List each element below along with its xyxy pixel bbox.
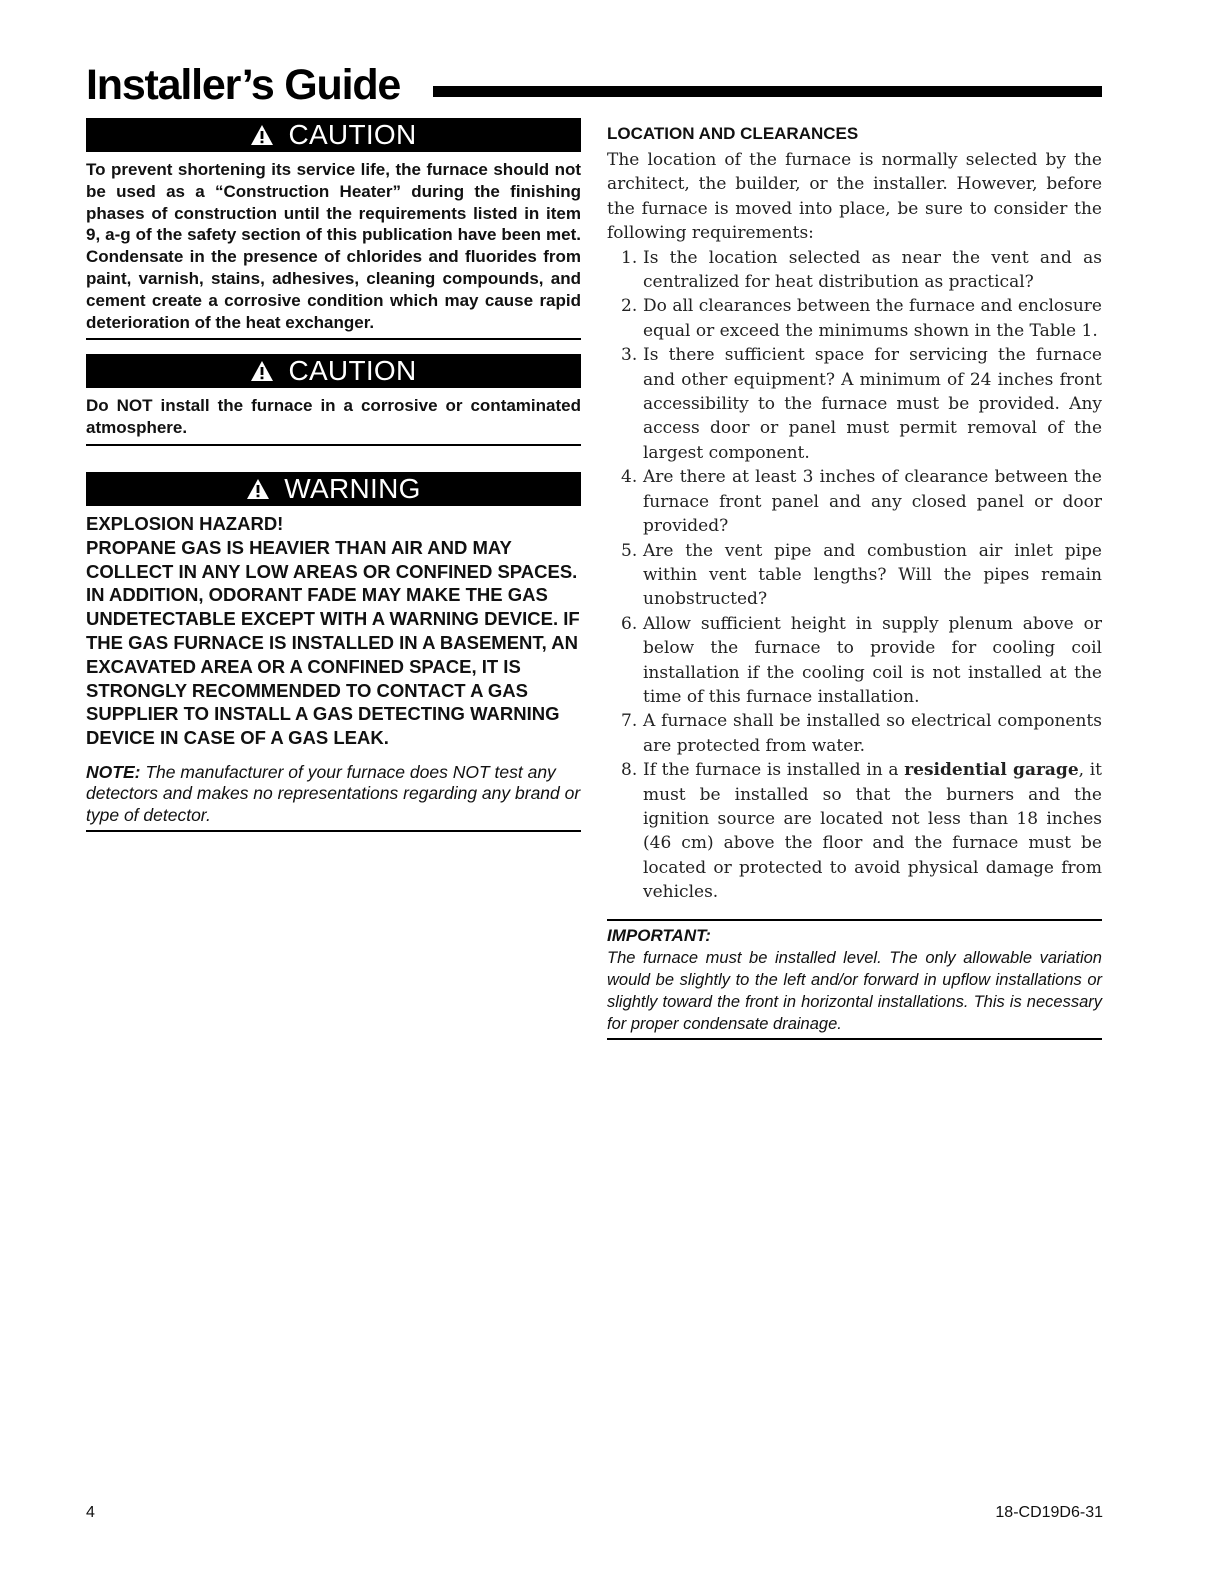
item-number: 7. [621, 711, 638, 732]
page-header [86, 60, 1102, 110]
item-text: Is the location selected as near the vent and as centralized for heat distribution as practical? [643, 247, 1102, 293]
caution-box-2 [86, 354, 581, 446]
list-item [607, 343, 1102, 465]
section-title: LOCATION AND CLEARANCES [607, 124, 859, 143]
warning-text: PROPANE GAS IS HEAVIER THAN AIR AND MAY COLLECT IN ANY LOW AREAS OR CONFINED SPACES. IN ADDITION, ODORANT FADE MAY MAKE THE GAS UNDETECTABLE EXCEPT WITH A WARNING DEVICE. IF THE GAS FURNACE IS INSTALLED IN A BASEMENT, AN EXCAVATED AREA OR A CONFINED SPACE, IT IS STRONGLY RECOMMENDED TO CONTACT A GAS SUPPLIER TO INSTALL A GAS DETECTING WARNING DEVICE IN CASE OF A GAS LEAK. [86, 536, 580, 749]
list-item [607, 465, 1102, 538]
item-text: Are the vent pipe and combustion air inlet pipe within vent table lengths? Will the pipes remain unobstructed? [643, 540, 1102, 610]
warning-triangle-icon [250, 360, 274, 382]
item-number: 4. [621, 467, 638, 488]
item-number: 2. [621, 296, 638, 317]
note [86, 762, 581, 833]
page-title: Installer’s Guide [86, 61, 401, 109]
caution-header [86, 118, 581, 152]
note-label: NOTE: [86, 761, 141, 782]
page-number: 4 [86, 1504, 95, 1521]
left-column [86, 118, 581, 846]
item-text: Is there sufficient space for servicing the furnace and other equipment? A minimum of 24 inches front accessibility to the furnace must be provided. Any access door or panel must permit removal of the largest component. [643, 345, 1102, 463]
list-item [607, 758, 1102, 904]
warning-triangle-icon [246, 478, 270, 500]
warning-box [86, 472, 581, 832]
caution-label: CAUTION [288, 119, 417, 150]
caution-label: CAUTION [288, 355, 417, 387]
item-number: 5. [621, 540, 638, 561]
list-item [607, 539, 1102, 612]
item-text-after: , it must be installed so that the burners and the ignition source are located not less than 18 inches (46 cm) above the floor and the furnace must be located or protected to avoid physical damage from vehicles. [643, 760, 1102, 903]
list-item [607, 709, 1102, 758]
important-label: IMPORTANT: [607, 925, 711, 945]
caution-text: Do NOT install the furnace in a corrosive or contaminated atmosphere. [86, 395, 581, 446]
item-number: 8. [621, 760, 638, 781]
caution-box-1 [86, 118, 581, 340]
intro-paragraph: The location of the furnace is normally selected by the architect, the builder, or the installer. However, before the furnace is moved into place, be sure to consider the following requirements: [607, 150, 1102, 244]
right-column [607, 124, 1102, 1040]
important-text: The furnace must be installed level. The only allowable variation would be slightly to the left and/or forward in upflow installations or slightly toward the front in horizontal installations. This is necessary for proper condensate drainage. [607, 948, 1102, 1033]
item-text: Do all clearances between the furnace and enclosure equal or exceed the minimums shown in the Table 1. [643, 296, 1102, 341]
warning-label: WARNING [284, 472, 421, 504]
item-text: A furnace shall be installed so electrical components are protected from water. [643, 711, 1102, 756]
item-text: Allow sufficient height in supply plenum above or below the furnace to provide for cooling coil installation if the cooling coil is not installed at the time of this furnace installation. [643, 613, 1102, 707]
item-number: 1. [621, 247, 638, 268]
caution-text: To prevent shortening its service life, the furnace should not be used as a “Construction Heater” during the finishing phases of construction until the requirements listed in item 9, a-g of the safety section of this publication have been met. Condensate in the presence of chlorides and fluorides from paint, varnish, stains, adhesives, cleaning compounds, and cement create a corrosive condition which may cause rapid deterioration of the heat exchanger. [86, 159, 581, 340]
important-box [607, 919, 1102, 1040]
list-item [607, 294, 1102, 343]
note-text: The manufacturer of your furnace does NOT test any detectors and makes no representations regarding any brand or type of detector. [86, 761, 581, 825]
warning-triangle-icon [250, 124, 274, 146]
document-id: 18-CD19D6-31 [995, 1504, 1103, 1521]
list-item [607, 246, 1102, 295]
warning-heading: EXPLOSION HAZARD! [86, 512, 284, 534]
warning-header [86, 472, 581, 506]
caution-header [86, 354, 581, 388]
item-text-bold: residential garage [904, 760, 1079, 781]
requirements-list [607, 246, 1102, 905]
item-text-before: If the furnace is installed in a [643, 760, 905, 781]
item-number: 3. [621, 345, 638, 366]
item-text: Are there at least 3 inches of clearance between the furnace front panel and any closed panel or door provided? [643, 467, 1102, 537]
item-number: 6. [621, 613, 638, 634]
header-rule [433, 86, 1102, 97]
list-item [607, 612, 1102, 710]
